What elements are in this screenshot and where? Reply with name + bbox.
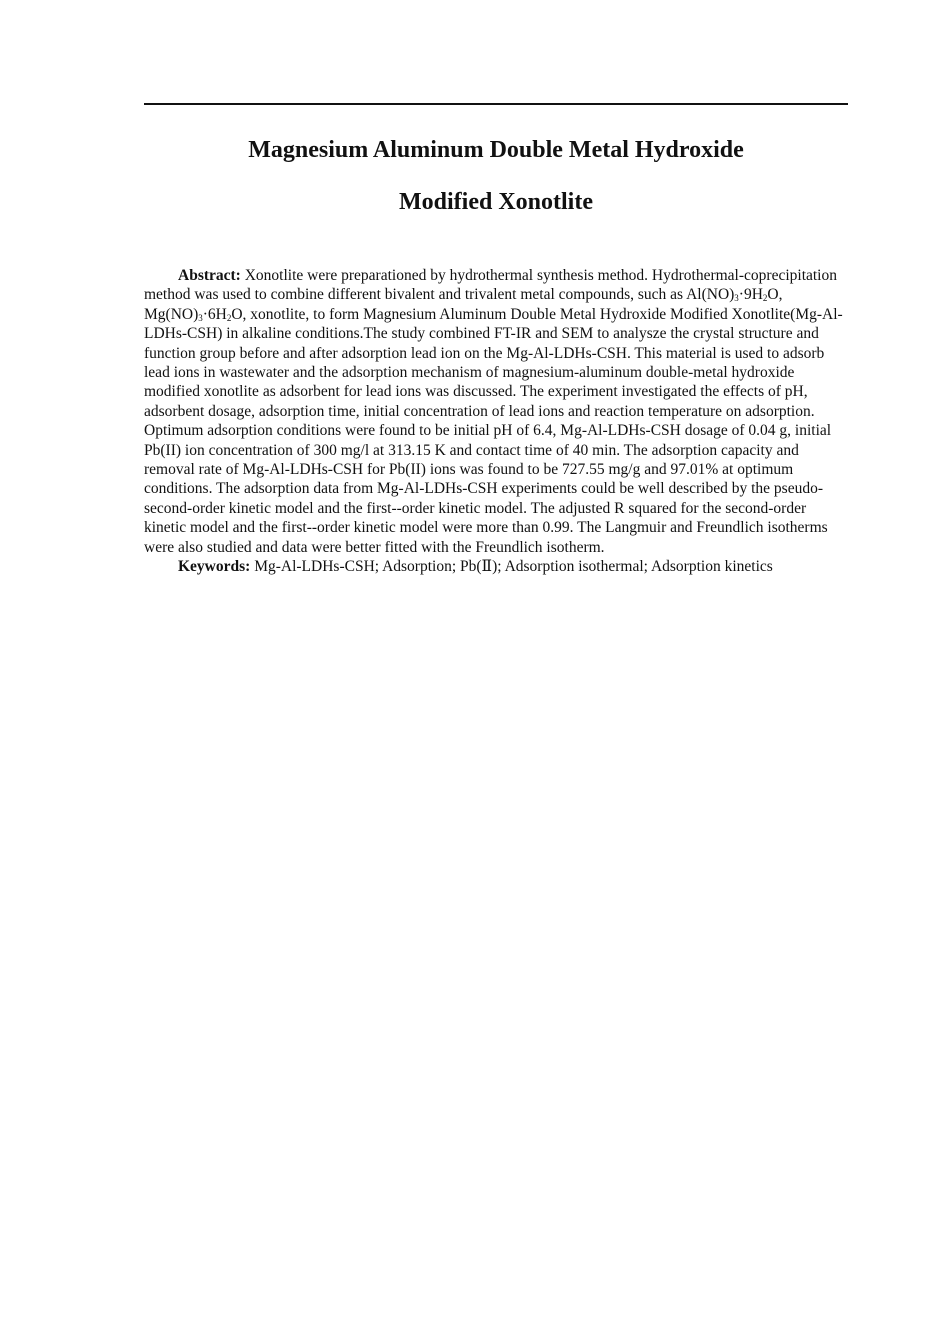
abstract-subscript: 3 <box>734 293 739 304</box>
title-line-2: Modified Xonotlite <box>399 189 593 215</box>
abstract-subscript: 2 <box>762 293 768 304</box>
keywords-paragraph <box>144 557 848 576</box>
abstract-text-4: ·6H <box>202 305 227 323</box>
abstract-text-3: O, Mg(NO) <box>144 286 783 323</box>
abstract-text-1: Xonotlite were preparationed by hydrothermal synthesis method. Hydrothermal-coprecipitation method was used to combine different bivalent and trivalent metal compounds, such as Al(NO) <box>144 267 837 304</box>
abstract-subscript: 2 <box>226 312 232 323</box>
abstract-subscript: 3 <box>198 312 203 323</box>
abstract-text-5: O, xonotlite, to form Magnesium Aluminum Double Metal Hydroxide Modified Xonotlite(Mg-Al-LDHs-CSH) in alkaline conditions.The study combined FT-IR and SEM to analysze the crystal structure and function group before and after adsorption lead ion on the Mg-Al-LDHs-CSH. This material is used to adsorb lead ions in wastewater and the adsorption mechanism of magnesium-aluminum double-metal hydroxide modified xonotlite as adsorbent for lead ions was discussed. The experiment investigated the effects of pH, adsorbent dosage, adsorption time, initial concentration of lead ions and reaction temperature on adsorption. Optimum adsorption conditions were found to be initial pH of 6.4, Mg-Al-LDHs-CSH dosage of 0.04 g, initial Pb(II) ion concentration of 300 mg/l at 313.15 K and contact time of 40 min. The adsorption capacity and removal rate of Mg-Al-LDHs-CSH for Pb(II) ions was found to be 727.55 mg/g and 97.01% at optimum conditions. The adsorption data from Mg-Al-LDHs-CSH experiments could be well described by the pseudo-second-order kinetic model and the first--order kinetic model. The adjusted R squared for the second-order kinetic model and the first--order kinetic model were more than 0.99. The Langmuir and Freundlich isotherms were also studied and data were better fitted with the Freundlich isotherm. <box>144 305 843 556</box>
abstract-section <box>144 266 848 577</box>
paper-title <box>144 124 848 228</box>
abstract-label: Abstract: <box>178 267 241 284</box>
keywords-text: Mg-Al-LDHs-CSH; Adsorption; Pb(Ⅱ); Adsorption isothermal; Adsorption kinetics <box>250 558 773 576</box>
abstract-paragraph <box>144 266 848 557</box>
header-rule <box>144 103 848 105</box>
title-line-1: Magnesium Aluminum Double Metal Hydroxide <box>248 137 744 163</box>
keywords-label: Keywords: <box>178 558 251 576</box>
abstract-text-2: ·9H <box>738 286 763 304</box>
